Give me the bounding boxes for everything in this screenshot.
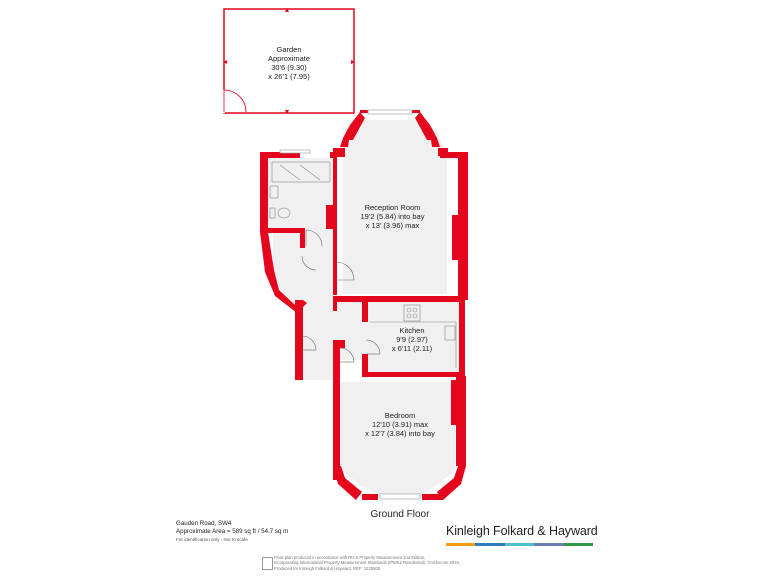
garden-label	[239, 45, 339, 81]
property-note: For identification only - Not to scale	[176, 537, 248, 542]
garden-dim1: 30'6 (9.30)	[271, 63, 307, 72]
footer-line2: Incorporating International Property Measurement Standards (IPMS2 Residential). ©nichecom 2024.	[274, 560, 461, 566]
property-address: Gauden Road, SW4	[176, 520, 232, 527]
garden-name: Garden	[276, 45, 302, 54]
garden-dim2: x 26'1 (7.95)	[268, 72, 310, 81]
kitchen-name: Kitchen	[399, 326, 425, 335]
bedroom-dim1: 12'10 (3.91) max	[371, 420, 429, 429]
stripe-orange	[446, 543, 475, 546]
kitchen-dim2: x 6'11 (2.11)	[391, 344, 433, 353]
garden-approx: Approximate	[267, 54, 311, 63]
property-info	[176, 520, 288, 544]
kitchen-label	[372, 326, 452, 353]
property-area: Approximate Area = 589 sq ft / 54.7 sq m	[176, 528, 289, 535]
stripe-blue	[475, 543, 504, 546]
kitchen-dim1: 9'9 (2.97)	[396, 335, 428, 344]
stripe-purple	[534, 543, 563, 546]
stripe-green	[564, 543, 593, 546]
bedroom-label	[345, 411, 455, 438]
reception-name: Reception Room	[364, 203, 421, 212]
footer-text	[274, 555, 460, 571]
brand-stripe	[446, 543, 593, 546]
reception-label	[340, 203, 445, 230]
footer-line3: Produced for Kinleigh Folkard & Hayward. REF: 1225905	[274, 565, 381, 571]
bedroom-name: Bedroom	[384, 411, 416, 420]
bedroom-dim2: x 12'7 (3.84) into bay	[365, 429, 435, 438]
nichecom-logo-icon	[262, 557, 273, 570]
footer-line1: Floor plan produced in accordance with RICS Property Measurement 2nd Edition,	[274, 555, 426, 560]
reception-dim1: 19'2 (5.84) into bay	[360, 212, 425, 221]
floor-title: Ground Floor	[370, 509, 430, 520]
stripe-teal	[505, 543, 534, 546]
brand-name: Kinleigh Folkard & Hayward	[446, 524, 598, 538]
reception-dim2: x 13' (3.96) max	[365, 221, 420, 230]
